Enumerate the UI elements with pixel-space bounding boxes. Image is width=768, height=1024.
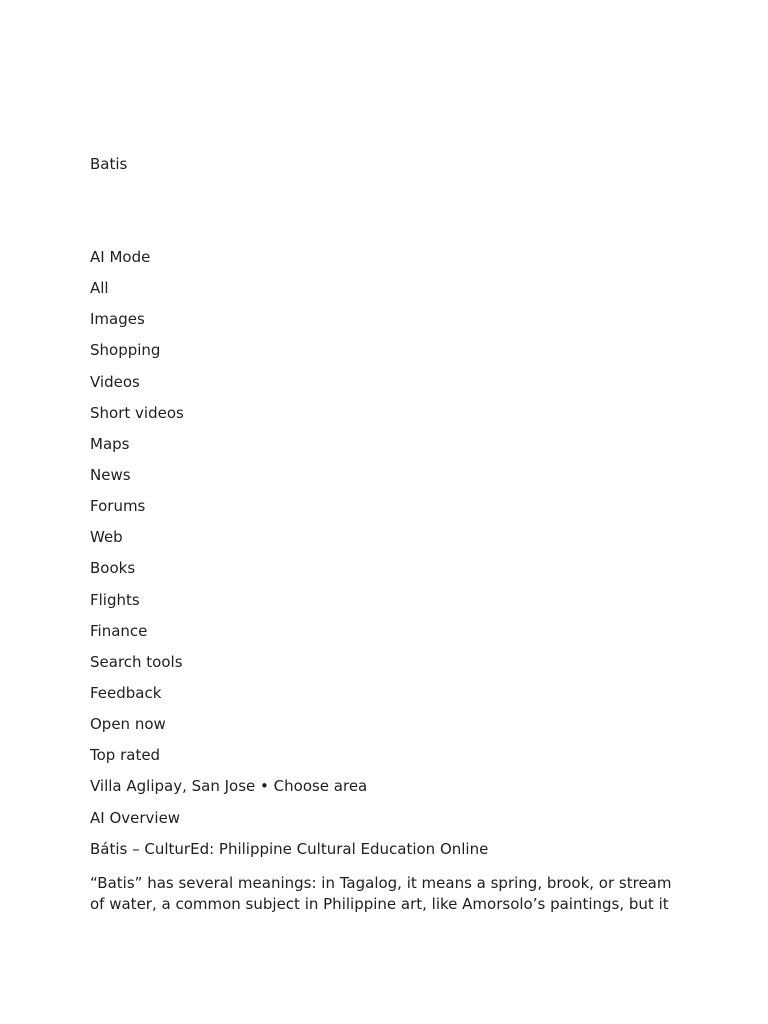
tab-books[interactable]: Books bbox=[90, 559, 136, 578]
tab-flights[interactable]: Flights bbox=[90, 590, 140, 609]
open-now-filter[interactable]: Open now bbox=[90, 715, 166, 734]
tab-shopping[interactable]: Shopping bbox=[90, 341, 161, 360]
location-selector[interactable]: Villa Aglipay, San Jose • Choose area bbox=[90, 777, 368, 796]
tab-images[interactable]: Images bbox=[90, 310, 145, 329]
tab-ai-mode[interactable]: AI Mode bbox=[90, 248, 151, 266]
tab-forums[interactable]: Forums bbox=[90, 497, 146, 516]
tab-finance[interactable]: Finance bbox=[90, 621, 148, 640]
ai-overview-heading: AI Overview bbox=[90, 808, 181, 827]
search-tools-button[interactable]: Search tools bbox=[90, 652, 183, 671]
tab-web[interactable]: Web bbox=[90, 528, 123, 547]
tab-news[interactable]: News bbox=[90, 465, 131, 484]
tab-maps[interactable]: Maps bbox=[90, 434, 130, 453]
feedback-link[interactable]: Feedback bbox=[90, 683, 162, 702]
ai-overview-text: “Batis” has several meanings: in Tagalog, it means a spring, brook, or stream of water, a common subject in Philippine art, like Amorsolo’s paintings, but it bbox=[90, 873, 672, 913]
tab-all[interactable]: All bbox=[90, 279, 109, 298]
results-navigation bbox=[90, 248, 680, 915]
tab-short-videos[interactable]: Short videos bbox=[90, 403, 184, 422]
tab-videos[interactable]: Videos bbox=[90, 372, 140, 391]
ai-overview-source-link[interactable]: Bátis – CulturEd: Philippine Cultural Education Online bbox=[90, 839, 489, 858]
search-query-text[interactable]: Batis bbox=[90, 155, 128, 173]
top-rated-filter[interactable]: Top rated bbox=[90, 746, 161, 765]
